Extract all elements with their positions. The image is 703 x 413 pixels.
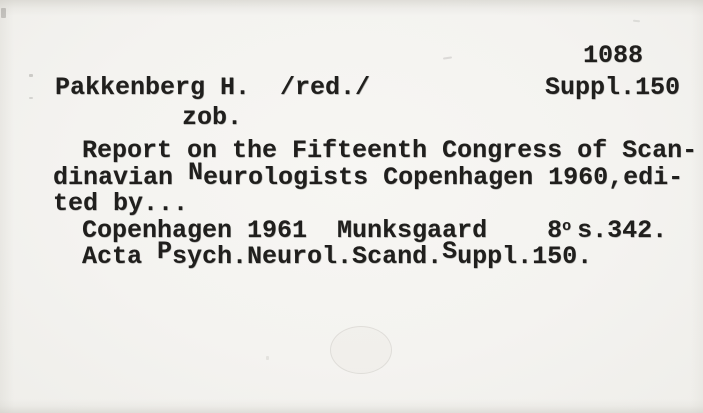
title-line-2-pre: dinavian <box>53 163 189 192</box>
ref-number: 1088 <box>583 41 644 70</box>
scan-speck <box>29 97 33 99</box>
paper-smudge <box>330 326 392 374</box>
title-line-1: Report on the Fifteenth Congress of Scan- <box>82 136 698 165</box>
octavo-superscript-o: o <box>562 218 572 235</box>
scan-speck <box>29 74 33 77</box>
title-line-2-post: eurologists Copenhagen 1960,edi- <box>203 163 684 192</box>
scan-speck <box>266 356 269 360</box>
imprint-post: s.342. <box>577 216 668 245</box>
location-code: zob. <box>182 103 243 132</box>
series-line <box>82 237 593 271</box>
title-line-3: ted by... <box>53 189 189 218</box>
scan-speck <box>1 8 6 18</box>
imprint-pre: Copenhagen 1961 Munksgaard 8 <box>82 216 563 245</box>
author-line: Pakkenberg H. /red./ <box>55 73 371 102</box>
series-pre: Acta <box>82 242 158 271</box>
raised-letter-s: S <box>442 237 458 266</box>
title-line-2 <box>53 158 684 192</box>
series-mid: sych.Neurol.Scand. <box>172 242 443 271</box>
series-post: uppl.150. <box>457 242 593 271</box>
suppl-number: Suppl.150 <box>545 73 681 102</box>
raised-letter-p: P <box>157 237 173 266</box>
raised-letter-n: N <box>188 158 204 187</box>
scan-speck <box>443 56 452 59</box>
scan-speck <box>633 20 640 23</box>
